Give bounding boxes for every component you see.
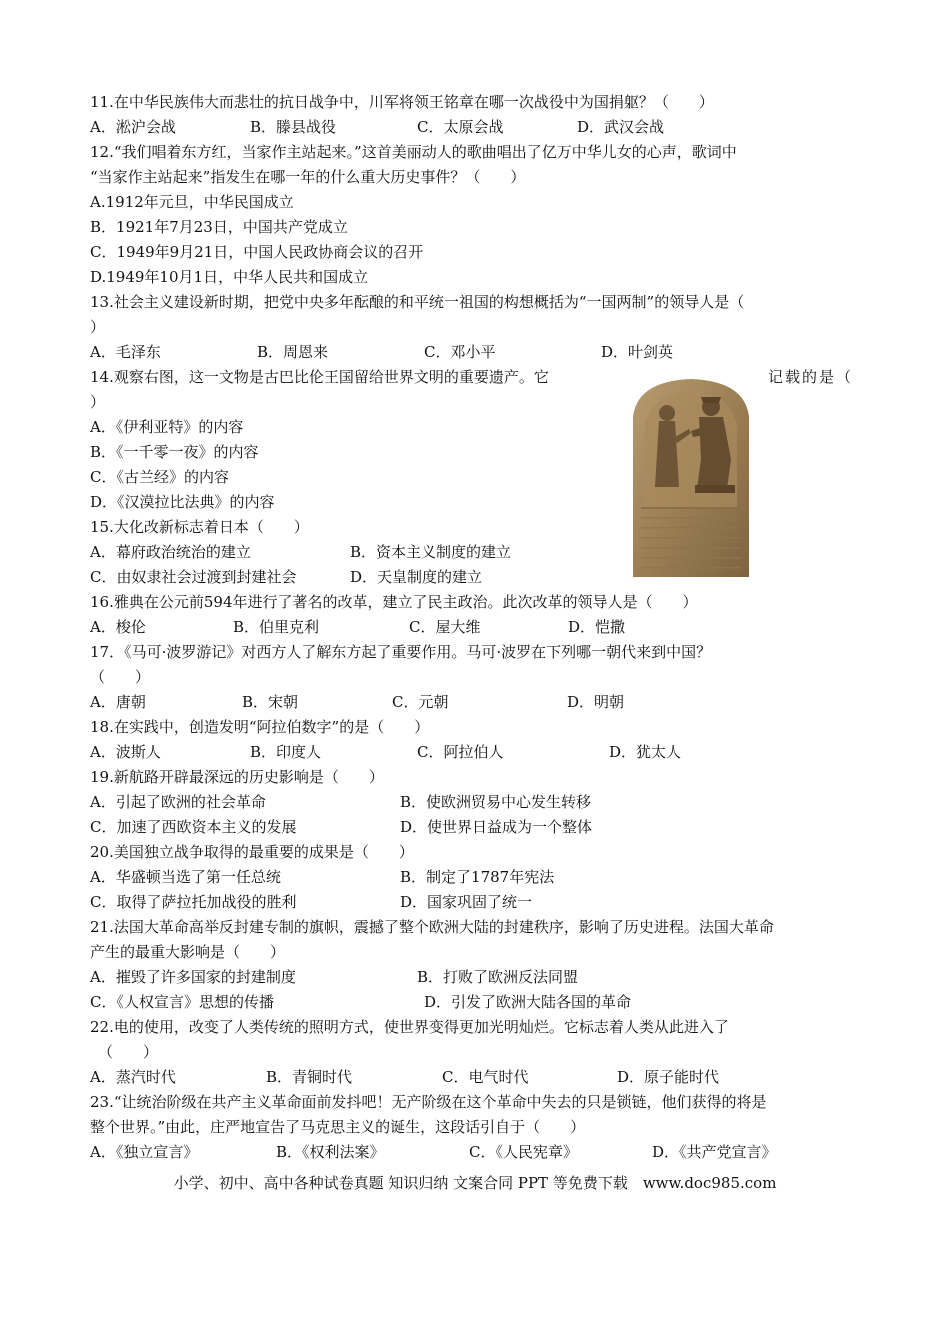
q23-option-b: B．《权利法案》 [276,1143,385,1161]
question-19-stem: 19.新航路开辟最深远的历史影响是（ ） [90,768,384,786]
q11-option-d: D．武汉会战 [577,118,665,136]
q20-option-c: C．取得了萨拉托加战役的胜利 [90,893,297,911]
question-21-stem: 21.法国大革命高举反封建专制的旗帜，震撼了整个欧洲大陆的封建秩序，影响了历史进程。法国大革命 [90,918,774,936]
question-23-stem: 23.“让统治阶级在共产主义革命面前发抖吧！无产阶级在这个革命中失去的只是锁链，他们获得的将是 [90,1093,767,1111]
question-14-stem: 14.观察右图，这一文物是古巴比伦王国留给世界文明的重要遗产。它 [90,368,549,386]
q12-option-c: C．1949年9月21日，中国人民政协商会议的召开 [90,243,424,261]
q16-option-a: A．梭伦 [90,618,146,636]
q21-option-b: B．打败了欧洲反法同盟 [417,968,579,986]
q23-option-c: C．《人民宪章》 [469,1143,578,1161]
question-11-stem: 11.在中华民族伟大而悲壮的抗日战争中，川军将领王铭章在哪一次战役中为国捐躯？（ ） [90,93,714,111]
q11-option-b: B．滕县战役 [250,118,337,136]
q17-option-d: D．明朝 [567,693,625,711]
q19-option-d: D．使世界日益成为一个整体 [400,818,593,836]
q21-option-d: D．引发了欧洲大陆各国的革命 [424,993,632,1011]
q15-option-c: C．由奴隶社会过渡到封建社会 [90,568,297,586]
q18-option-d: D．犹太人 [609,743,682,761]
hammurabi-stele-image [627,377,755,577]
q20-option-a: A．华盛顿当选了第一任总统 [90,868,281,886]
question-23-stem-cont: 整个世界。”由此，庄严地宣告了马克思主义的诞生，这段话引自于（ ） [90,1118,586,1136]
q17-option-c: C．元朝 [392,693,449,711]
q12-option-b: B．1921年7月23日，中国共产党成立 [90,218,348,236]
q21-option-c: C．《人权宣言》思想的传播 [90,993,274,1011]
q14-option-a: A．《伊利亚特》的内容 [90,418,244,436]
q17-option-a: A．唐朝 [90,693,146,711]
question-16-stem: 16.雅典在公元前594年进行了著名的改革，建立了民主政治。此次改革的领导人是（ ） [90,593,698,611]
q12-option-d: D.1949年10月1日，中华人民共和国成立 [90,268,369,286]
question-17-stem: 17．《马可·波罗游记》对西方人了解东方起了重要作用。马可·波罗在下列哪一朝代来到中国？ [90,643,712,661]
q22-option-c: C．电气时代 [442,1068,529,1086]
question-13-stem: 13.社会主义建设新时期，把党中央多年酝酿的和平统一祖国的构想概括为“一国两制”的领导人是（ [90,293,745,311]
question-14-stem-right: 记载的是（ [768,368,854,386]
q13-option-d: D．叶剑英 [601,343,674,361]
question-14-stem-cont: ） [90,393,106,411]
q13-option-b: B．周恩来 [257,343,329,361]
q11-option-a: A．淞沪会战 [90,118,176,136]
q12-option-a: A.1912年元旦，中华民国成立 [90,193,294,211]
q18-option-c: C．阿拉伯人 [417,743,504,761]
q15-option-a: A．幕府政治统治的建立 [90,543,251,561]
question-15-stem: 15.大化改新标志着日本（ ） [90,518,309,536]
question-17-stem-cont: （ ） [90,668,151,686]
question-12-stem-cont: “当家作主站起来”指发生在哪一年的什么重大历史事件？（ ） [90,168,526,186]
q20-option-d: D．国家巩固了统一 [400,893,533,911]
q19-option-c: C．加速了西欧资本主义的发展 [90,818,297,836]
question-21-stem-cont: 产生的最重大影响是（ ） [90,943,286,961]
q18-option-b: B．印度人 [250,743,322,761]
q20-option-b: B．制定了1787年宪法 [400,868,555,886]
q22-option-d: D．原子能时代 [617,1068,720,1086]
question-18-stem: 18.在实践中，创造发明“阿拉伯数字”的是（ ） [90,718,430,736]
q23-option-d: D．《共产党宣言》 [652,1143,777,1161]
q18-option-a: A．波斯人 [90,743,161,761]
q16-option-d: D．恺撒 [568,618,626,636]
q23-option-a: A．《独立宣言》 [90,1143,199,1161]
q16-option-b: B．伯里克利 [233,618,320,636]
q13-option-a: A．毛泽东 [90,343,161,361]
q16-option-c: C．屋大维 [409,618,481,636]
q19-option-b: B．使欧洲贸易中心发生转移 [400,793,592,811]
page-footer: 小学、初中、高中各种试卷真题 知识归纳 文案合同 PPT 等免费下载 www.doc985.com [173,1174,777,1192]
question-13-stem-cont: ） [90,318,106,336]
question-22-stem-cont: （ ） [98,1043,159,1061]
q13-option-c: C．邓小平 [424,343,496,361]
q22-option-b: B．青铜时代 [266,1068,353,1086]
q11-option-c: C．太原会战 [417,118,504,136]
q21-option-a: A．摧毁了许多国家的封建制度 [90,968,296,986]
q14-option-b: B．《一千零一夜》的内容 [90,443,259,461]
q14-option-c: C．《古兰经》的内容 [90,468,229,486]
q19-option-a: A．引起了欧洲的社会革命 [90,793,266,811]
question-12-stem: 12.“我们唱着东方红，当家作主站起来。”这首美丽动人的歌曲唱出了亿万中华儿女的心声，歌词中 [90,143,737,161]
question-22-stem: 22.电的使用，改变了人类传统的照明方式，使世界变得更加光明灿烂。它标志着人类从此进入了 [90,1018,729,1036]
q22-option-a: A．蒸汽时代 [90,1068,176,1086]
q15-option-b: B．资本主义制度的建立 [350,543,512,561]
q14-option-d: D．《汉漠拉比法典》的内容 [90,493,275,511]
question-20-stem: 20.美国独立战争取得的最重要的成果是（ ） [90,843,414,861]
q17-option-b: B．宋朝 [242,693,299,711]
q15-option-d: D．天皇制度的建立 [350,568,483,586]
